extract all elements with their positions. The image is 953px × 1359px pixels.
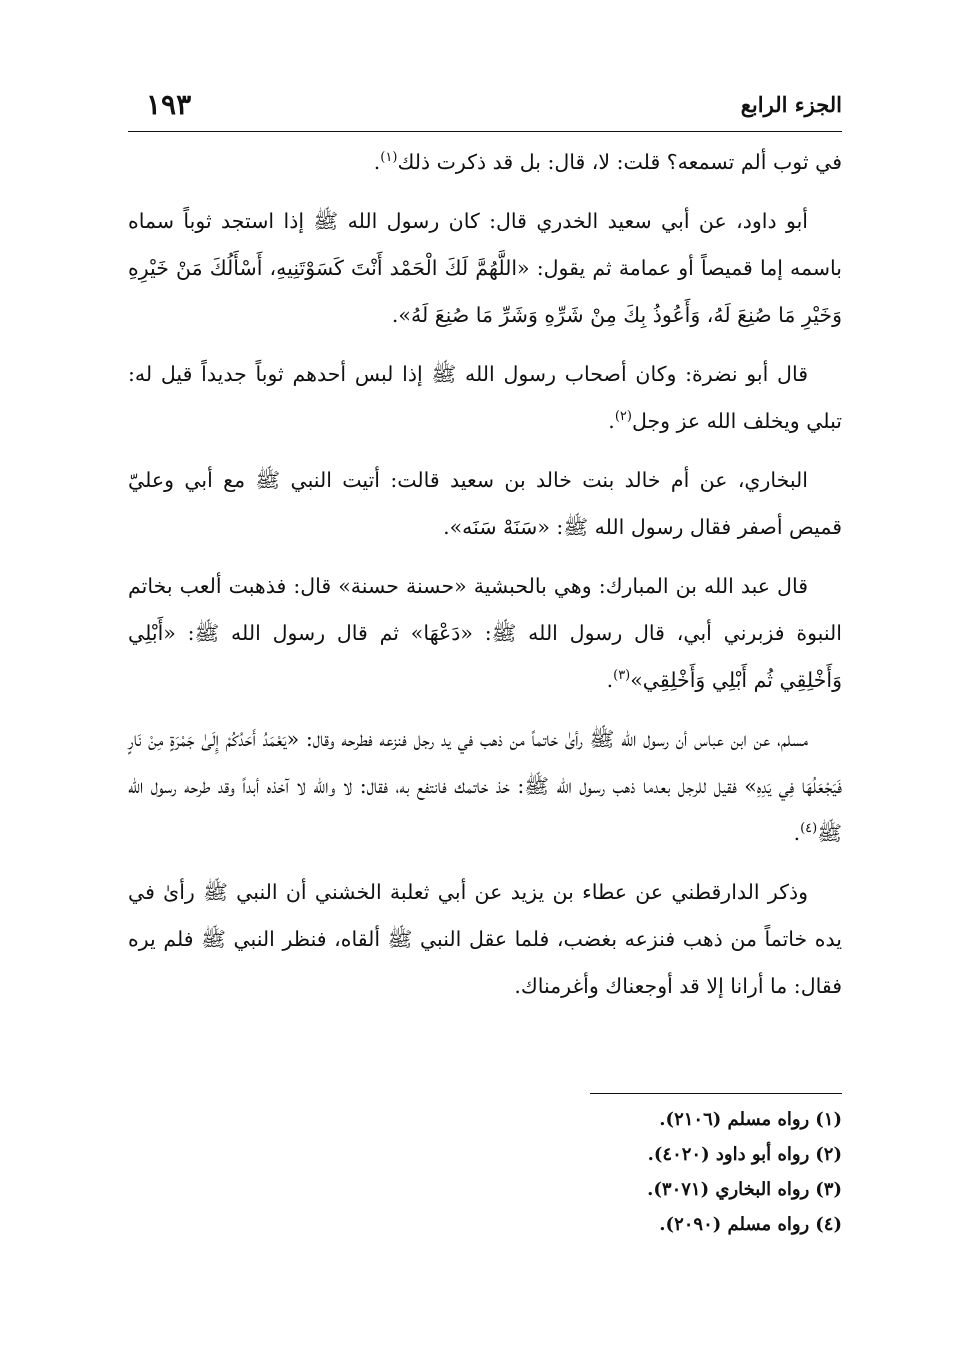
paragraph-daraqutni <box>128 869 842 1010</box>
footnote-text: رواه أبو داود (٤٠٢٠). <box>647 1144 810 1165</box>
paragraph-text: مسلم، عن ابن عباس أن رسول الله ﷺ رأىٰ خاتماً من ذهب في يد رجل فنزعه فطرحه وقال: «يَعْمَدُ أَحَدُكُمْ إِلَىٰ جَمْرَةٍ مِنْ نَارٍ فَيَجْعَلُهَا فِي يَدِهِ» فقيل للرجل بعدما ذهب رسول الله ﷺ: خذ خاتمك فانتفع به، فقال: لا والله لا آخذه أبداً وقد طرحه رسول الله ﷺ <box>128 727 842 845</box>
footnote-text: رواه مسلم (٢١٠٦). <box>659 1109 810 1130</box>
footnote-ref: (١) <box>380 150 398 166</box>
paragraph-tail: . <box>608 409 615 433</box>
footnote-ref: (٣) <box>613 668 631 684</box>
footnote-ref: (٤) <box>800 821 818 837</box>
paragraph-text: قال أبو نضرة: وكان أصحاب رسول الله ﷺ إذا لبس أحدهم ثوباً جديداً قيل له: تبلي ويخلف الله عز وجل <box>128 362 842 433</box>
footnote-divider <box>590 1093 842 1094</box>
footnote-text: رواه البخاري (٣٠٧١). <box>647 1179 810 1200</box>
footnote-4 <box>128 1207 842 1242</box>
footnote-2 <box>128 1137 842 1172</box>
page-header <box>128 88 842 124</box>
paragraph-text: أبو داود، عن أبي سعيد الخدري قال: كان رسول الله ﷺ إذا استجد ثوباً سماه باسمه إما قميصاً أو عمامة ثم يقول: «اللَّهُمَّ لَكَ الْحَمْد أَنْتَ كَسَوْتَنِيهِ، أَسْأَلُكَ مَنْ خَيْرِهِ وَخَيْرِ مَا صُنِعَ لَهُ، وَأَعُوذُ بِكَ مِنْ شَرِّهِ وَشَرِّ مَا صُنِعَ لَهُ». <box>128 209 842 327</box>
paragraph-text: وذكر الدارقطني عن عطاء بن يزيد عن أبي ثعلبة الخشني أن النبي ﷺ رأىٰ في يده خاتماً من ذهب فنزعه بغضب، فلما عقل النبي ﷺ ألقاه، فنظر النبي ﷺ فلم يره فقال: ما أرانا إلا قد أوجعناك وأغرمناك. <box>128 880 842 998</box>
paragraph-tail: . <box>606 668 614 692</box>
footnote-ref: (٢) <box>614 409 632 425</box>
footnote-number: (٢) <box>815 1144 842 1165</box>
paragraph-continuation <box>128 139 842 186</box>
paragraph-muslim <box>128 716 842 857</box>
footnote-3 <box>128 1172 842 1207</box>
footnote-number: (١) <box>815 1109 842 1130</box>
page-number: ١٩٣ <box>146 88 192 121</box>
footnote-number: (٣) <box>815 1179 842 1200</box>
paragraph-tail: . <box>793 821 801 845</box>
body-text <box>128 139 842 1022</box>
paragraph-bukhari <box>128 457 842 551</box>
paragraph-text: البخاري، عن أم خالد بنت خالد بن سعيد قالت: أتيت النبي ﷺ مع أبي وعليّ قميص أصفر فقال رسول الله ﷺ: «سَنَهْ سَنَه». <box>128 468 842 539</box>
header-divider <box>128 131 842 132</box>
paragraph-abu-dawud <box>128 198 842 339</box>
paragraph-text: قال عبد الله بن المبارك: وهي بالحبشية «حسنة حسنة» قال: فذهبت ألعب بخاتم النبوة فزبرني أبي، قال رسول الله ﷺ: «دَعْهَا» ثم قال رسول الله ﷺ: «أَبْلِي وَأَخْلِقِي ثُم أَبْلِي وَأَخْلِقِي» <box>128 574 842 692</box>
paragraph-ibn-mubarak <box>128 563 842 704</box>
footnote-text: رواه مسلم (٢٠٩٠). <box>659 1214 810 1235</box>
footnote-number: (٤) <box>815 1214 842 1235</box>
footnote-1 <box>128 1102 842 1137</box>
paragraph-abu-nadra <box>128 351 842 445</box>
paragraph-tail: . <box>373 150 381 174</box>
running-head: الجزء الرابع <box>740 92 842 117</box>
paragraph-text: في ثوب ألم تسمعه؟ قلت: لا، قال: بل قد ذكرت ذلك <box>397 150 842 174</box>
footnotes <box>128 1102 842 1242</box>
